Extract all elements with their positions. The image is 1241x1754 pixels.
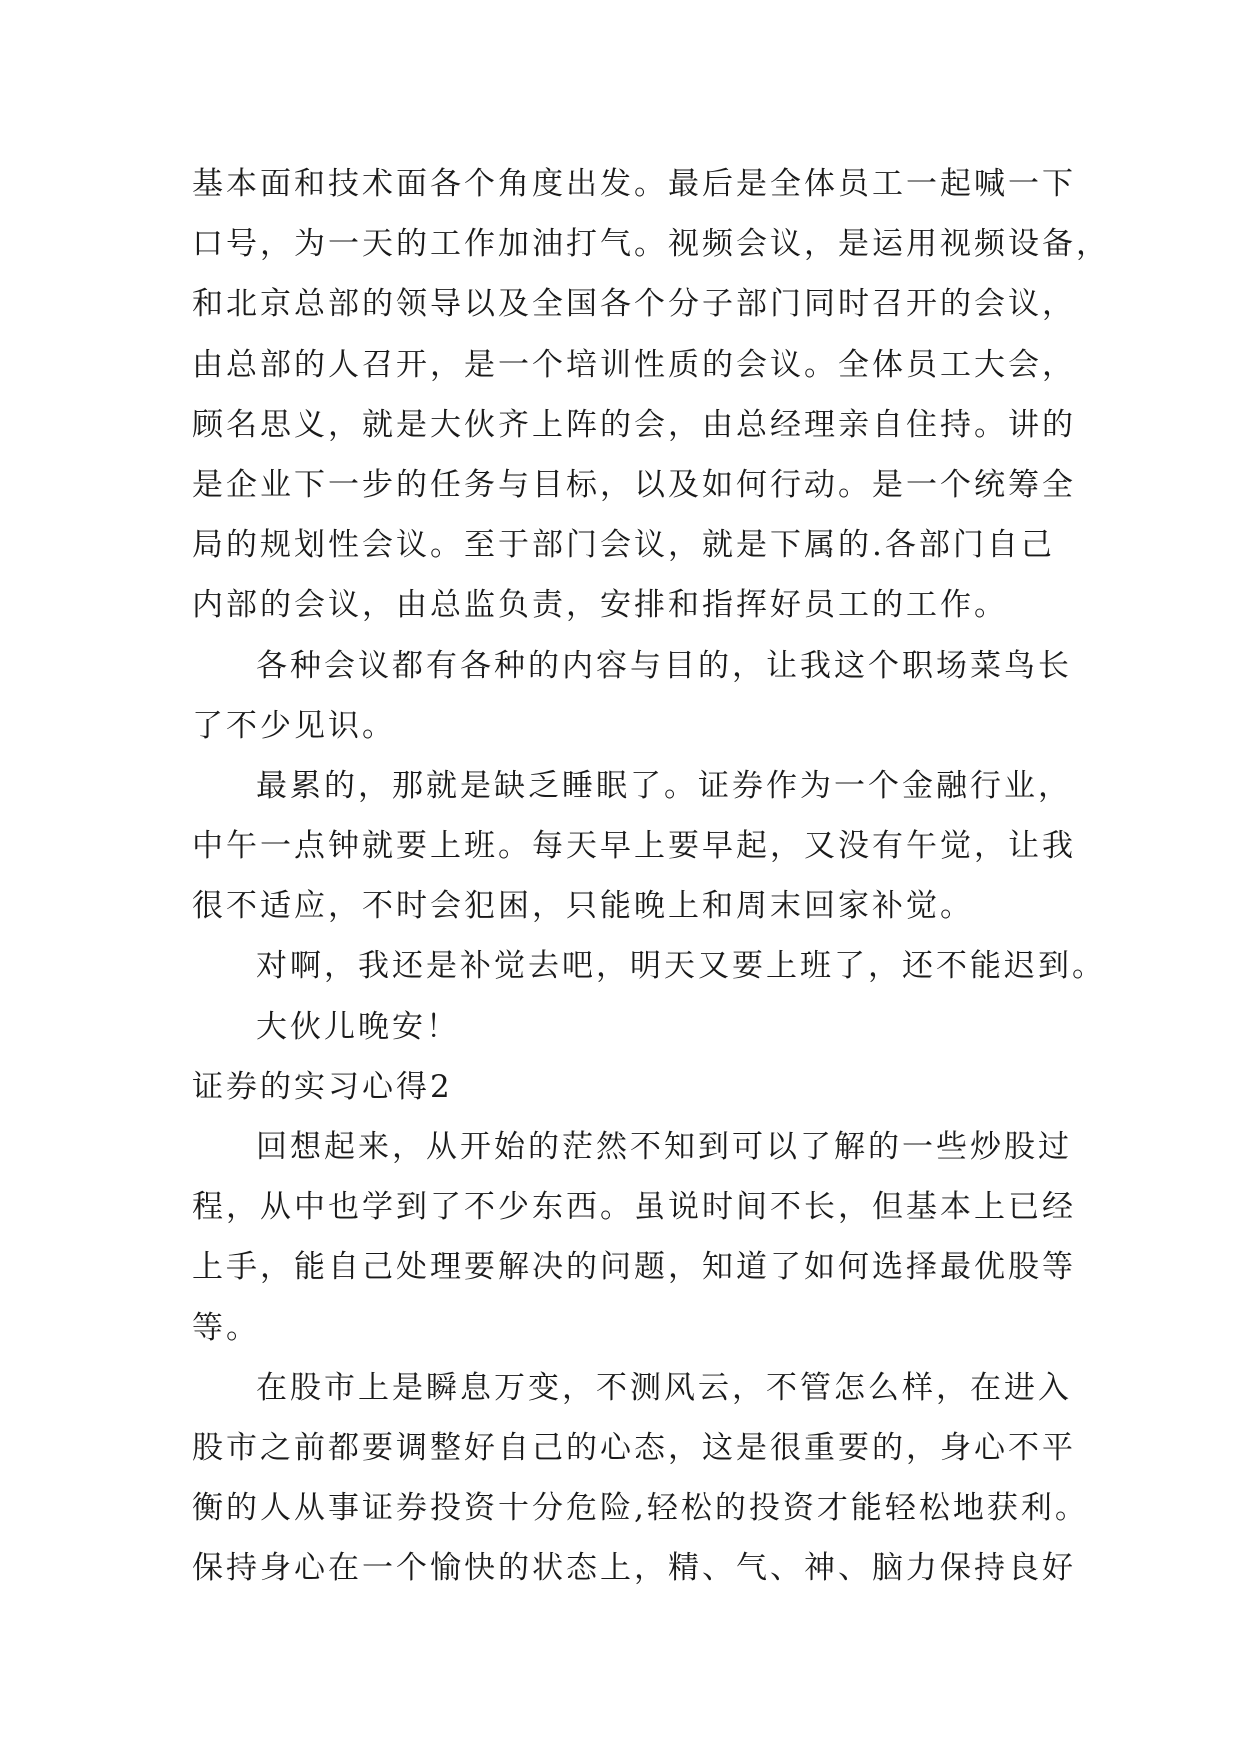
text-line: 很不适应，不时会犯困，只能晚上和周末回家补觉。 <box>192 888 974 925</box>
text-line: 保持身心在一个愉快的状态上，精、气、神、脑力保持良好 <box>192 1550 1076 1587</box>
text-line: 局的规划性会议。至于部门会议，就是下属的.各部门自己 <box>192 527 1055 564</box>
text-line: 中午一点钟就要上班。每天早上要早起，又没有午觉，让我 <box>192 828 1076 865</box>
text-line: 最累的，那就是缺乏睡眠了。证券作为一个金融行业， <box>256 767 1072 804</box>
text-line: 各种会议都有各种的内容与目的，让我这个职场菜鸟长 <box>256 647 1072 684</box>
text-line: 等。 <box>192 1309 260 1346</box>
text-line: 口号，为一天的工作加油打气。视频会议，是运用视频设备， <box>192 226 1110 263</box>
text-line: 对啊，我还是补觉去吧，明天又要上班了，还不能迟到。 <box>256 948 1106 985</box>
text-line: 由总部的人召开，是一个培训性质的会议。全体员工大会， <box>192 346 1076 383</box>
section-heading: 证券的实习心得2 <box>192 1068 453 1105</box>
text-line: 是企业下一步的任务与目标，以及如何行动。是一个统筹全 <box>192 466 1076 503</box>
text-line: 基本面和技术面各个角度出发。最后是全体员工一起喊一下 <box>192 166 1076 202</box>
text-line: 程，从中也学到了不少东西。虽说时间不长，但基本上已经 <box>192 1189 1076 1226</box>
text-line: 在股市上是瞬息万变，不测风云，不管怎么样，在进入 <box>256 1369 1072 1406</box>
document-body <box>192 154 1110 1599</box>
text-line: 股市之前都要调整好自己的心态，这是很重要的，身心不平 <box>192 1429 1076 1466</box>
text-line: 衡的人从事证券投资十分危险,轻松的投资才能轻松地获利。 <box>192 1490 1089 1527</box>
text-line: 上手，能自己处理要解决的问题，知道了如何选择最优股等 <box>192 1249 1076 1286</box>
text-line: 大伙儿晚安！ <box>256 1008 460 1045</box>
text-line: 回想起来，从开始的茫然不知到可以了解的一些炒股过 <box>256 1129 1072 1165</box>
text-line: 顾名思义，就是大伙齐上阵的会，由总经理亲自住持。讲的 <box>192 406 1076 443</box>
text-line: 内部的会议，由总监负责，安排和指挥好员工的工作。 <box>192 587 1008 624</box>
text-line: 了不少见识。 <box>192 707 396 744</box>
text-line: 和北京总部的领导以及全国各个分子部门同时召开的会议， <box>192 286 1076 323</box>
